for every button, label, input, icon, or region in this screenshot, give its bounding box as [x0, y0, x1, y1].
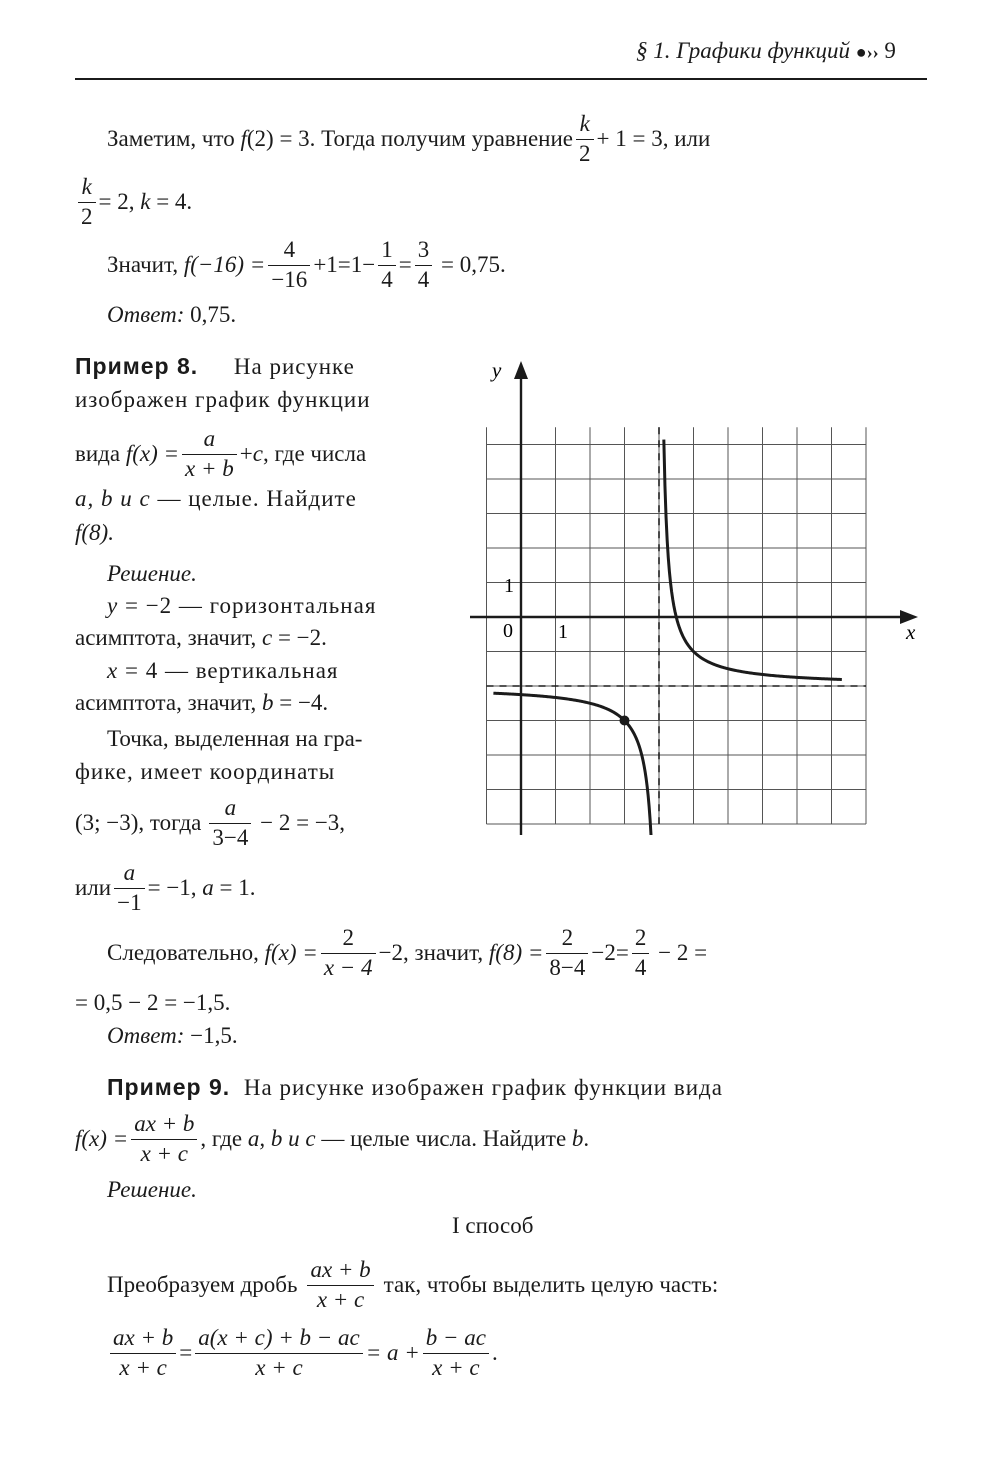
curve-left-branch — [493, 693, 652, 835]
graph-grid — [487, 427, 867, 824]
origin-label: 0 — [503, 620, 513, 642]
y-one-label: 1 — [504, 575, 514, 597]
example8-title-line: Пример 8. На рисунке — [75, 353, 355, 379]
intro-line-3: Значит, f(−16) = $\frac{4}{-16}$ +1=1− $\frac{1}{4}$ = $\frac{3}{4}$ = 0,75. — [107, 237, 506, 292]
example9-line-2: f(x) = $\frac{ax + b}{x + c}$ , где a, b и c — целые числа. Найдите b . — [75, 1111, 590, 1166]
highlighted-point — [620, 716, 630, 726]
y-axis-arrow — [514, 361, 528, 379]
page-number: 9 — [884, 38, 896, 63]
example8-s5: Точка, выделенная на гра- — [107, 726, 363, 751]
example8-s3: x = 4 — вертикальная — [107, 658, 339, 683]
example8-s1: y = −2 — горизонтальная — [107, 593, 377, 618]
fraction-k-over-2: $\frac{k}{2}$ — [576, 112, 594, 165]
example8-s2: асимптота, значит, c = −2. — [75, 625, 327, 650]
example8-line-4: a, b и c — целые. Найдите — [75, 486, 357, 511]
intro-line-1: Заметим, что f (2) = 3. Тогда получим уравнение $\frac{k}{2}$ + 1 = 3, или — [107, 111, 711, 166]
example8-line-5: f(8). — [75, 520, 114, 545]
example8-title: Пример 8. — [75, 353, 199, 379]
example8-answer: Ответ: −1,5. — [107, 1023, 238, 1048]
example8-line-3: вида f(x) = $\frac{a}{x + b}$ + c , где числа — [75, 426, 367, 481]
intro-answer: Ответ: 0,75. — [107, 302, 237, 327]
example8-s8: или $\frac{a}{-1}$ = −1, a = 1. — [75, 860, 256, 915]
header-glyph: ●›› — [855, 42, 879, 62]
example9-paragraph: Преобразуем дробь $\frac{ax + b}{x + c}$ так, чтобы выделить целую часть: — [107, 1257, 719, 1312]
example8-line-2: изображен график функции — [75, 387, 371, 412]
y-axis-label: y — [492, 358, 502, 382]
hyperbola-graph — [460, 355, 940, 835]
example9-method: I способ — [452, 1213, 534, 1238]
section-title: § 1. Графики функций — [636, 38, 850, 63]
example8-s7: (3; −3), тогда $\frac{a}{3-4}$ − 2 = −3, — [75, 795, 346, 850]
example8-conclusion-2: = 0,5 − 2 = −1,5. — [75, 990, 231, 1015]
example8-s4: асимптота, значит, b = −4. — [75, 690, 329, 715]
running-header — [636, 38, 896, 64]
x-one-label: 1 — [558, 621, 568, 643]
x-axis-label: x — [906, 620, 916, 644]
example8-solution-label: Решение. — [107, 561, 197, 586]
header-rule — [75, 78, 927, 80]
fraction-k-over-2b: $\frac{k}{2}$ — [78, 175, 96, 228]
example9-title: Пример 9. — [107, 1074, 231, 1100]
example9-solution-label: Решение. — [107, 1177, 197, 1202]
example8-s6: фике, имеет координаты — [75, 759, 336, 784]
curve-right-branch — [664, 440, 842, 680]
example9-title-line: Пример 9. На рисунке изображен график функции вида — [107, 1074, 723, 1100]
example8-conclusion-1: Следовательно, f(x) = $\frac{2}{x - 4}$ −2, значит, f(8) = $\frac{2}{8-4}$ −2= $\frac{2}{4}$ − 2 = — [107, 925, 708, 980]
example9-equation: $\frac{ax + b}{x + c}$ = $\frac{a(x + c) + b - ac}{x + c}$ = a + $\frac{b - ac}{x + c}$ . — [107, 1320, 498, 1386]
intro-line-2: $\frac{k}{2}$ = 2, k = 4. — [75, 171, 192, 233]
